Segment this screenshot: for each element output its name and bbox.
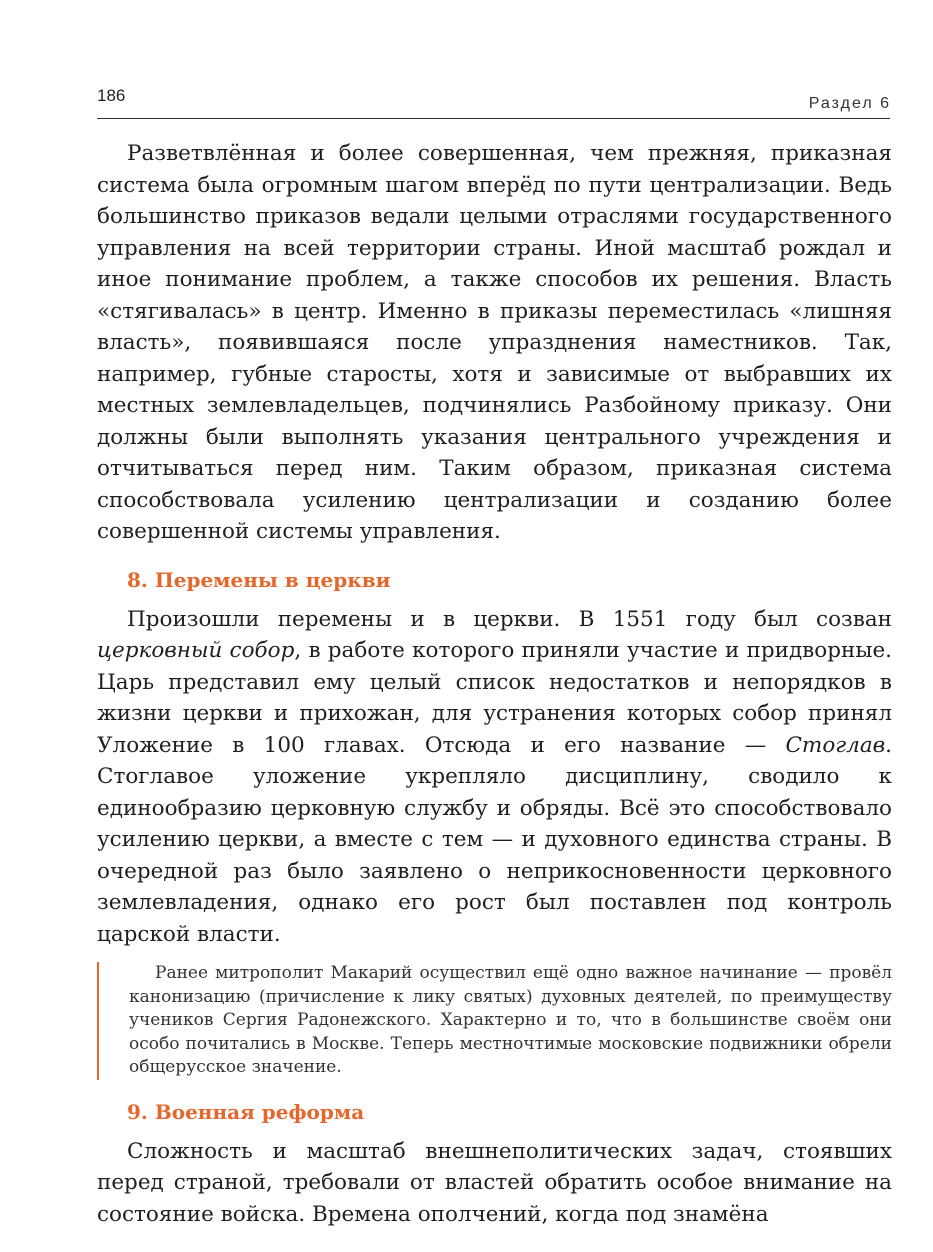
term-church-council: церковный собор bbox=[97, 638, 295, 663]
text-run: , в работе которого приняли участие и придворные. Царь представил ему целый список недостатков и непорядков в жизни церкви и прихожан, для устранения которых собор принял Уложение в 100 главах. Отсюда и его название — bbox=[97, 638, 892, 758]
section-9-paragraph: Сложность и масштаб внешнеполитических задач, стоявших перед страной, требовали от властей обратить особое внимание на состояние войска. Времена ополчений, когда под знамёна bbox=[97, 1138, 892, 1227]
page-number: 186 bbox=[97, 86, 126, 105]
text-run: Произошли перемены и в церкви. В 1551 году был созван bbox=[127, 606, 892, 632]
page-content bbox=[97, 138, 892, 1230]
section-8-heading: 8. Перемены в церкви bbox=[127, 567, 391, 592]
side-note bbox=[97, 962, 892, 1080]
term-stoglav: Стоглав bbox=[785, 732, 886, 758]
section-label: Раздел 6 bbox=[808, 95, 891, 112]
section-9-heading: 9. Военная реформа bbox=[127, 1099, 365, 1124]
text-run: . Стоглавое уложение укрепляло дисциплину, сводило к единообразию церковную службу и обряды. Всё это способствовало усилению церкви, а вместе с тем — и духовного единства страны. В очередной раз было заявлено о неприкосновенности церковного землевладения, однако его рост был поставлен под контроль царской власти. bbox=[97, 732, 892, 947]
header-rule bbox=[97, 118, 890, 119]
intro-paragraph: Разветвлённая и более совершенная, чем прежняя, приказная система была огромным шагом вперёд по пути централизации. Ведь большинство приказов ведали целыми отраслями государственного управления на всей территории страны. Иной масштаб рождал и иное понимание проблем, а также способов их решения. Власть «стягивалась» в центр. Именно в приказы переместилась «лишняя власть», появившаяся после упразднения наместников. Так, например, губные старосты, хотя и зависимые от выбравших их местных землевладельцев, подчинялись Разбойному приказу. Они должны были выполнять указания центрального учреждения и отчитываться перед ним. Таким образом, приказная система способствовала усилению централизации и созданию более совершенной системы управления. bbox=[97, 141, 892, 544]
section-8-paragraph bbox=[97, 604, 892, 951]
side-note-text: Ранее митрополит Макарий осуществил ещё одно важное начинание — провёл канонизацию (причисление к лику святых) духовных деятелей, по преимуществу учеников Сергия Радонежского. Характерно и то, что в большинстве своём они особо почитались в Москве. Теперь местночтимые московские подвижники обрели общерусское значение. bbox=[129, 963, 892, 1077]
